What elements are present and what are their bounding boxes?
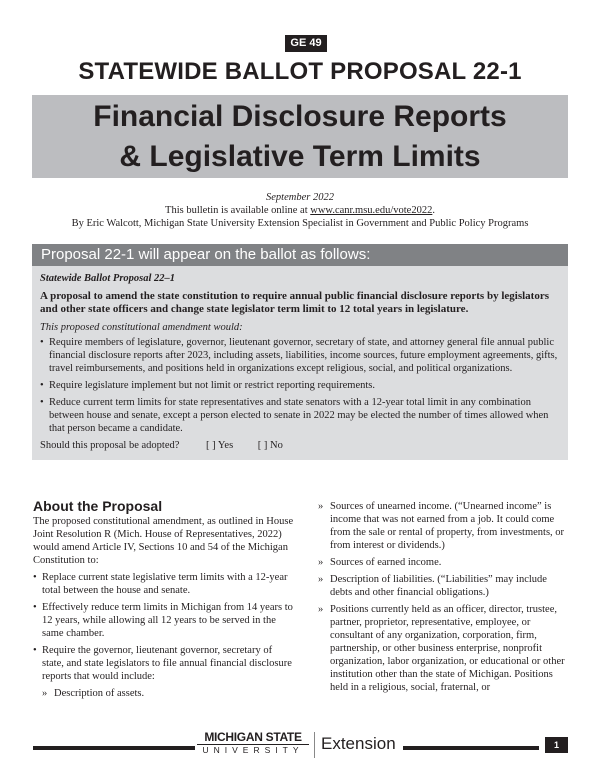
extension-wordmark: Extension	[321, 734, 396, 753]
sub-list-item: » Positions currently held as an officer, director, trustee, partner, proprietor, representative, employee, or consultant of any organization, corporation, firm, partnership, or other business enterprise, nonprofit organization, labor organization, or educational or other institution other than the state of Michigan. Positions held in a religious, social, fraternal, or	[318, 604, 565, 693]
about-right-column	[318, 500, 570, 698]
title-box	[32, 95, 568, 178]
sub-list-item: » Sources of earned income.	[318, 557, 442, 568]
list-item-text: Sources of earned income.	[330, 557, 442, 568]
logo-line-2: UNIVERSITY	[202, 745, 304, 755]
logo-divider	[314, 732, 315, 758]
list-item-text: Require the governor, lieutenant governor, secretary of state, and state legislators to file annual financial disclosure reports that would include:	[42, 645, 292, 682]
ballot-intro: This proposed constitutional amendment would:	[40, 322, 243, 333]
sub-list-item: » Description of liabilities. (“Liabilities” may include debts and other financial obligations.)	[318, 574, 547, 598]
list-item: • Require members of legislature, governor, lieutenant governor, secretary of state, and attorney general file annual public financial disclosure reports after 2023, including assets, liabilities, income sources, future employment agreements, gifts, travel reimbursements, and positions held in organizations except religious, social, and political organizations.	[40, 337, 558, 374]
ballot-summary: A proposal to amend the state constitution to require annual public financial disclosure reports by legislators and other state officers and change state legislator term limit to 12 total years in legislature.	[40, 290, 549, 315]
title-line-2: & Legislative Term Limits	[119, 140, 481, 173]
ballot-bullets	[40, 336, 560, 435]
sub-list-item: » Description of assets.	[42, 688, 145, 699]
ballot-question-row	[40, 439, 560, 452]
ballot-question: Should this proposal be adopted?	[40, 440, 180, 451]
page-number: 1	[545, 737, 568, 753]
bulletin-link[interactable]: www.canr.msu.edu/vote2022	[310, 205, 433, 216]
list-item-text: Positions currently held as an officer, director, trustee, partner, proprietor, representative, employee, or consultant of any organization, corporation, firm, partnership, or other business enterprise, nonprofit organization, labor organization, or educational or other institution other than the state of Michigan. Positions held in a religious, social, fraternal, or	[330, 604, 565, 693]
ballot-box	[32, 244, 568, 460]
list-item: • Replace current state legislative term limits with a 12-year total between the house and senate.	[33, 572, 288, 596]
yes-option: [ ] Yes	[206, 440, 234, 451]
list-item-text: Description of liabilities. (“Liabilities” may include debts and other financial obligations.)	[330, 574, 547, 598]
list-item-text: Reduce current term limits for state representatives and state senators with a 12-year total limit in any combination between house and senate, except a person elected to senate in 2022 may be elected the number of times allowed when that person became a candidate.	[49, 397, 549, 434]
list-item: • Require legislature implement but not limit or restrict reporting requirements.	[40, 380, 375, 391]
ballot-heading: Proposal 22-1 will appear on the ballot as follows:	[32, 244, 568, 266]
no-option: [ ] No	[257, 440, 283, 451]
list-item-text: Require legislature implement but not limit or restrict reporting requirements.	[49, 380, 375, 391]
list-item-text: Sources of unearned income. (“Unearned income” is income that was not earned from a job. It could come from the sale or rental of property, from investments, or from interest or dividends.)	[330, 501, 565, 551]
list-item: • Reduce current term limits for state representatives and state senators with a 12-year total limit in any combination between house and senate, except a person elected to senate in 2022 may be elected the number of times allowed when that person became a candidate.	[40, 397, 549, 434]
ballot-label: Statewide Ballot Proposal 22–1	[40, 273, 176, 284]
date: September 2022	[266, 192, 334, 203]
logo-line-1: MICHIGAN STATE	[197, 731, 309, 745]
about-left-column	[33, 500, 295, 704]
online-suffix: .	[432, 205, 435, 216]
kicker-title: STATEWIDE BALLOT PROPOSAL 22-1	[78, 58, 522, 85]
online-line	[0, 204, 600, 217]
online-prefix: This bulletin is available online at	[165, 205, 311, 216]
footer-rule-right	[403, 746, 539, 750]
list-item: • Effectively reduce term limits in Michigan from 14 years to 12 years, while allowing all 12 years to be served in the same chamber.	[33, 602, 293, 639]
list-item-text: Replace current state legislative term limits with a 12-year total between the house and senate.	[42, 572, 288, 596]
list-item: • Require the governor, lieutenant governor, secretary of state, and state legislators to file annual financial disclosure reports that would include: » Description of assets.	[33, 644, 295, 700]
title-line-1: Financial Disclosure Reports	[93, 100, 507, 133]
list-item-text: Effectively reduce term limits in Michigan from 14 years to 12 years, while allowing all 12 years to be served in the same chamber.	[42, 602, 293, 639]
list-item-text: Description of assets.	[54, 688, 145, 699]
footer-rule-left	[33, 746, 195, 750]
msu-logo	[197, 731, 309, 756]
about-bullets	[33, 571, 295, 700]
about-intro: The proposed constitutional amendment, as outlined in House Joint Resolution R (Mich. House of Representatives, 2022) would amend Article IV, Sections 10 and 54 of the Michigan Constitution to:	[33, 516, 294, 566]
sub-list-item: » Sources of unearned income. (“Unearned income” is income that was not earned from a job. It could come from the sale or rental of property, from investments, or from interest or dividends.)	[318, 501, 565, 551]
list-item-text: Require members of legislature, governor, lieutenant governor, secretary of state, and attorney general file annual public financial disclosure reports after 2023, including assets, liabilities, income sources, future employment agreements, gifts, travel reimbursements, and positions held in organizations except religious, social, and political organizations.	[49, 337, 558, 374]
bulletin-meta	[0, 191, 600, 230]
about-heading: About the Proposal	[33, 498, 163, 514]
byline: By Eric Walcott, Michigan State University Extension Specialist in Government and Public Policy Programs	[71, 218, 529, 229]
publication-badge: GE 49	[285, 35, 327, 52]
